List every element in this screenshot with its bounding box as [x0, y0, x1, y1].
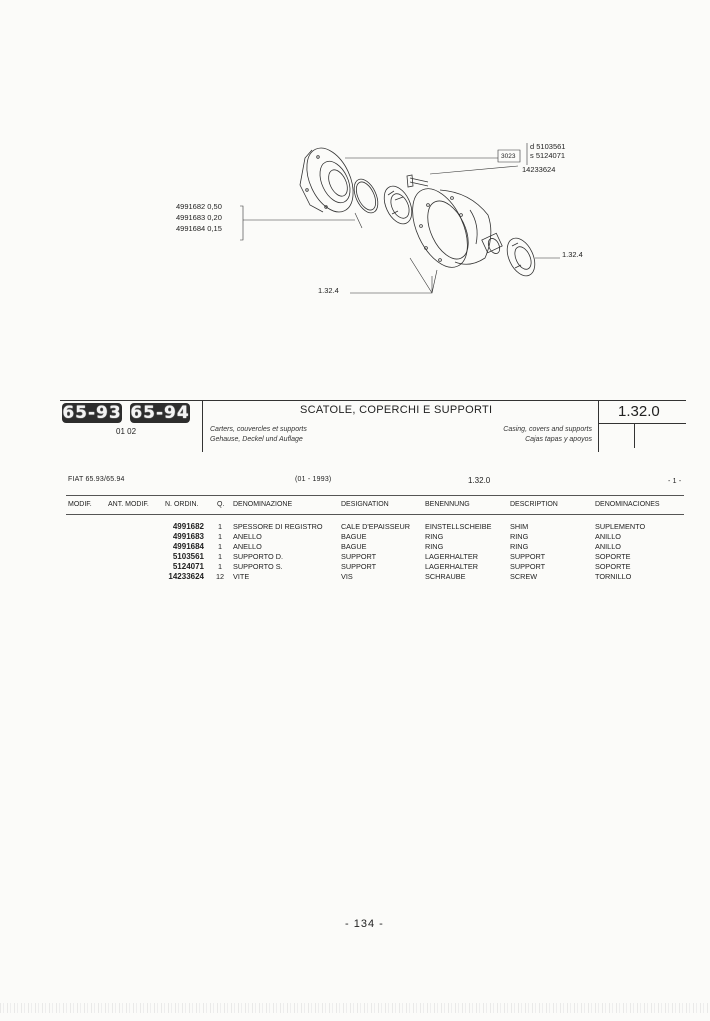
subtitle-es: Cajas tapas y apoyos	[525, 436, 592, 443]
col-n-ordin: N. ORDIN.	[165, 501, 199, 508]
col-denominaciones: DENOMINACIONES	[595, 501, 660, 508]
table-row	[0, 562, 710, 572]
name-es: ANILLO	[595, 542, 621, 551]
callout-shim-b: 4991683 0,20	[176, 213, 222, 222]
callout-screw: 14233624	[522, 165, 556, 174]
header-ref-rule	[598, 423, 686, 424]
col-denominazione: DENOMINAZIONE	[233, 501, 293, 508]
name-en: RING	[510, 542, 529, 551]
name-fr: VIS	[341, 572, 353, 581]
name-fr: BAGUE	[341, 532, 367, 541]
list-period: (01 - 1993)	[295, 476, 332, 483]
name-es: SOPORTE	[595, 552, 631, 561]
quantity: 1	[218, 552, 223, 561]
name-es: SOPORTE	[595, 562, 631, 571]
quantity: 1	[218, 532, 223, 541]
header-top-rule	[60, 400, 686, 401]
subtitle-de: Gehause, Deckel und Auflage	[210, 436, 303, 443]
col-modif: MODIF.	[68, 501, 92, 508]
callout-shim-c: 4991684 0,15	[176, 224, 222, 233]
subtitle-fr: Carters, couvercles et supports	[210, 426, 307, 433]
part-number: 4991684	[172, 542, 204, 551]
page-number: - 134 -	[345, 918, 384, 930]
name-de: RING	[425, 532, 444, 541]
subtitle-en: Casing, covers and supports	[503, 426, 592, 433]
model-badge-1: 65-93	[62, 403, 122, 423]
page-title: SCATOLE, COPERCHI E SUPPORTI	[300, 404, 493, 416]
table-row	[0, 532, 710, 542]
name-it: ANELLO	[233, 542, 262, 551]
list-ref: 1.32.0	[468, 476, 491, 485]
table-row	[0, 522, 710, 532]
name-en: SCREW	[510, 572, 538, 581]
list-page-mark: - 1 -	[668, 478, 682, 485]
name-es: ANILLO	[595, 532, 621, 541]
part-number: 4991682	[172, 522, 204, 531]
name-it: SUPPORTO D.	[233, 552, 284, 561]
name-en: SHIM	[510, 522, 529, 531]
name-fr: SUPPORT	[341, 552, 377, 561]
quantity: 1	[218, 542, 223, 551]
col-description: DESCRIPTION	[510, 501, 558, 508]
list-model: FIAT 65.93/65.94	[68, 476, 125, 483]
name-fr: CALE D'EPAISSEUR	[341, 522, 410, 531]
name-de: EINSTELLSCHEIBE	[425, 522, 492, 531]
name-en: SUPPORT	[510, 552, 546, 561]
name-de: LAGERHALTER	[425, 552, 478, 561]
part-number: 5124071	[172, 562, 204, 571]
name-es: TORNILLO	[595, 572, 632, 581]
part-number: 14233624	[168, 572, 204, 581]
header-divider-left	[202, 400, 203, 452]
col-designation: DESIGNATION	[341, 501, 389, 508]
name-it: ANELLO	[233, 532, 262, 541]
group-reference: 1.32.0	[618, 403, 660, 420]
callout-tag: 3023	[501, 153, 516, 160]
name-fr: SUPPORT	[341, 562, 377, 571]
name-es: SUPLEMENTO	[595, 522, 646, 531]
table-row	[0, 542, 710, 552]
part-number: 5103561	[172, 552, 204, 561]
columns-top-rule	[66, 495, 684, 496]
callout-ref-right: 1.32.4	[562, 250, 583, 259]
col-benennung: BENENNUNG	[425, 501, 470, 508]
callout-ref-left: 1.32.4	[318, 286, 339, 295]
part-number: 4991683	[172, 532, 204, 541]
name-en: SUPPORT	[510, 562, 546, 571]
scan-artifact-strip	[0, 1003, 710, 1013]
name-de: SCHRAUBE	[425, 572, 466, 581]
exploded-parts-diagram	[0, 0, 710, 340]
name-fr: BAGUE	[341, 542, 367, 551]
callout-support-s: s 5124071	[530, 151, 566, 160]
date-code: 01 02	[116, 427, 137, 436]
quantity: 12	[216, 572, 225, 581]
name-en: RING	[510, 532, 529, 541]
callout-support-d: d 5103561	[530, 142, 566, 151]
header-divider-right	[598, 400, 599, 452]
col-ant-modif: ANT. MODIF.	[108, 501, 149, 508]
quantity: 1	[218, 562, 223, 571]
header-ref-divider	[634, 424, 635, 448]
name-it: SPESSORE DI REGISTRO	[233, 522, 323, 531]
table-row	[0, 552, 710, 562]
name-it: VITE	[233, 572, 250, 581]
table-row	[0, 572, 710, 582]
name-de: RING	[425, 542, 444, 551]
model-badge-2: 65-94	[130, 403, 190, 423]
quantity: 1	[218, 522, 223, 531]
name-it: SUPPORTO S.	[233, 562, 283, 571]
name-de: LAGERHALTER	[425, 562, 478, 571]
col-qty: Q.	[217, 501, 225, 508]
columns-bottom-rule	[66, 514, 684, 515]
callout-shim-a: 4991682 0,50	[176, 202, 222, 211]
